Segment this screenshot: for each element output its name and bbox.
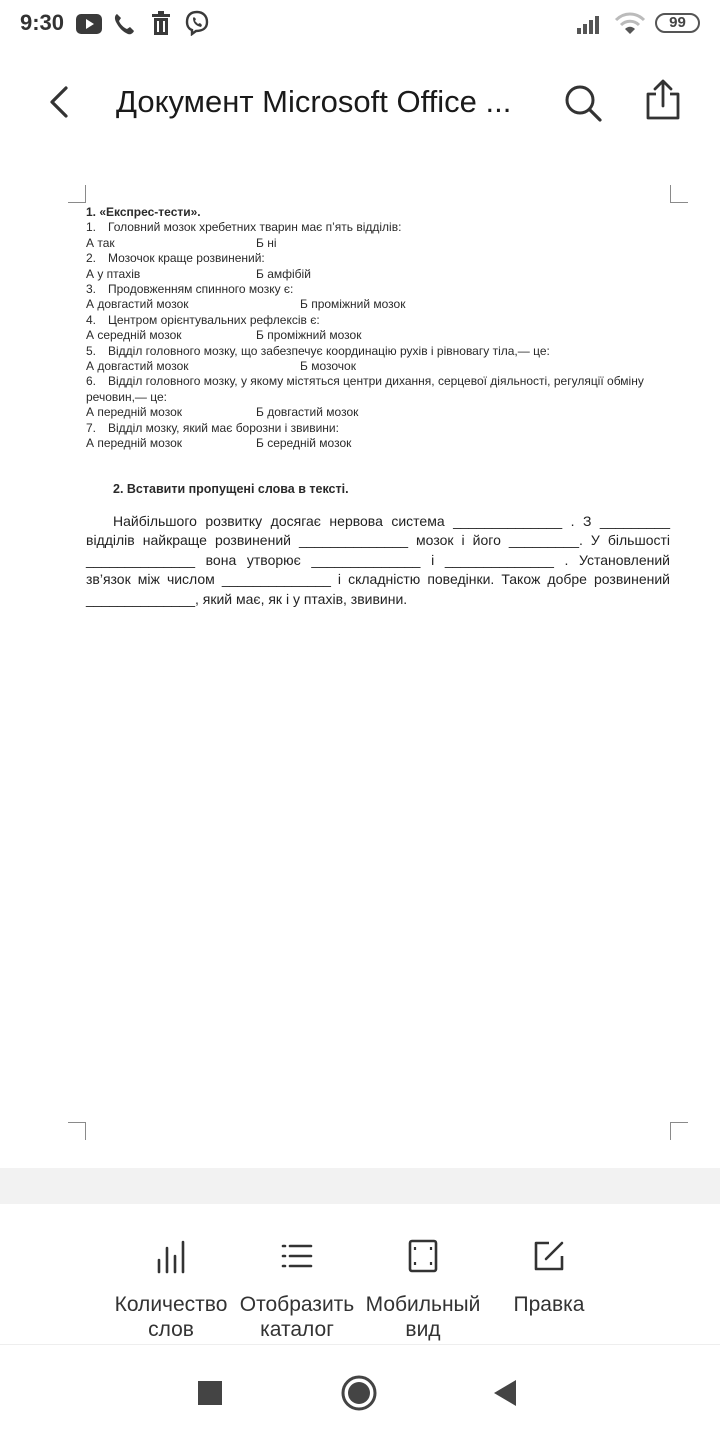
- answers-1: [86, 236, 670, 251]
- show-catalog-label: Отобразить каталог: [239, 1293, 355, 1341]
- answers-6: [86, 405, 670, 420]
- question-2: 2. Мозочок краще розвинений:: [86, 251, 265, 266]
- crop-mark: [670, 185, 688, 203]
- section2-heading: 2. Вставити пропущені слова в тексті.: [113, 482, 349, 497]
- answer-a: А у птахів: [86, 266, 141, 281]
- answer-b: Б проміжний мозок: [256, 328, 362, 343]
- section1-heading: 1. «Експрес-тести».: [86, 205, 201, 219]
- word-count-button[interactable]: [106, 1238, 236, 1342]
- edit-button[interactable]: [484, 1238, 614, 1317]
- status-bar: [0, 0, 720, 50]
- answer-b: Б мозочок: [300, 359, 356, 373]
- battery-level: 99: [669, 14, 686, 31]
- share-icon[interactable]: [640, 78, 686, 124]
- answer-a: А середній мозок: [86, 328, 182, 343]
- recent-apps-icon[interactable]: [198, 1381, 222, 1405]
- app-bar: [0, 60, 720, 150]
- answer-b: Б ні: [256, 235, 277, 250]
- answer-b: Б середній мозок: [256, 436, 352, 450]
- phone-icon: [112, 12, 136, 36]
- answers-5: [86, 359, 670, 374]
- system-nav-bar: [0, 1344, 720, 1440]
- answers-2: [86, 267, 670, 282]
- back-arrow-icon[interactable]: [38, 80, 82, 124]
- bottom-toolbar: [0, 1204, 720, 1344]
- trash-icon: [150, 11, 172, 35]
- word-count-label: Количество слов: [114, 1293, 228, 1341]
- answer-b: Б амфібій: [256, 266, 311, 281]
- answer-a: А передній мозок: [86, 405, 183, 420]
- search-icon[interactable]: [560, 80, 606, 126]
- home-icon[interactable]: [340, 1374, 378, 1412]
- answer-a: А передній мозок: [86, 436, 183, 450]
- battery-icon: [655, 13, 700, 33]
- crop-mark: [68, 185, 86, 203]
- document-content: [86, 205, 670, 609]
- answer-a: А так: [86, 235, 115, 250]
- crop-mark: [68, 1122, 86, 1140]
- question-6: 6. Відділ головного мозку, у якому містяться центри дихання, серцевої діяльності, регуляції обміну речовин,— це:: [86, 374, 644, 404]
- crop-mark: [670, 1122, 688, 1140]
- question-7: 7. Відділ мозку, який має борозни і звивини:: [86, 420, 339, 435]
- bar-chart-icon: [153, 1238, 189, 1274]
- answer-b: Б довгастий мозок: [256, 405, 359, 420]
- signal-icon: [576, 14, 604, 34]
- list-icon: [279, 1238, 315, 1274]
- page-separator: [0, 1168, 720, 1204]
- answer-a: А довгастий мозок: [86, 359, 189, 373]
- mobile-view-icon: [405, 1238, 441, 1274]
- answers-4: [86, 328, 670, 343]
- mobile-view-button[interactable]: [358, 1238, 488, 1342]
- fill-in-paragraph: Найбільшого розвитку досягає нервова система ______________ . З _________ відділів найкраще розвинений ______________ мозок і його _________. У більшості ______________ вона утворює ______________ і ______________ . Установлений зв’язок між числом ______________ і складністю поведінки. Також добре розвинений ______________, який має, як і у птахів, звивини.: [86, 512, 670, 607]
- back-icon[interactable]: [494, 1380, 518, 1406]
- document-title: Документ Microsoft Office ...: [116, 84, 512, 119]
- mobile-view-label: Мобильный вид: [365, 1293, 481, 1341]
- answers-3: [86, 297, 670, 312]
- question-4: 4. Центром орієнтувальних рефлексів є:: [86, 312, 320, 327]
- youtube-icon: [76, 14, 102, 34]
- viber-icon: [184, 10, 210, 36]
- status-time: 9:30: [20, 10, 65, 35]
- question-3: 3. Продовженням спинного мозку є:: [86, 282, 294, 296]
- edit-icon: [531, 1238, 567, 1274]
- answer-b: Б проміжний мозок: [300, 297, 406, 312]
- edit-label: Правка: [513, 1293, 585, 1316]
- question-5: 5. Відділ головного мозку, що забезпечує координацію рухів і рівновагу тіла,— це:: [86, 343, 550, 358]
- document-page[interactable]: [68, 185, 688, 1140]
- question-1: 1. Головний мозок хребетних тварин має п’ять відділів:: [86, 220, 402, 235]
- show-catalog-button[interactable]: [232, 1238, 362, 1342]
- wifi-icon: [614, 12, 646, 36]
- answers-7: [86, 436, 670, 451]
- answer-a: А довгастий мозок: [86, 297, 189, 312]
